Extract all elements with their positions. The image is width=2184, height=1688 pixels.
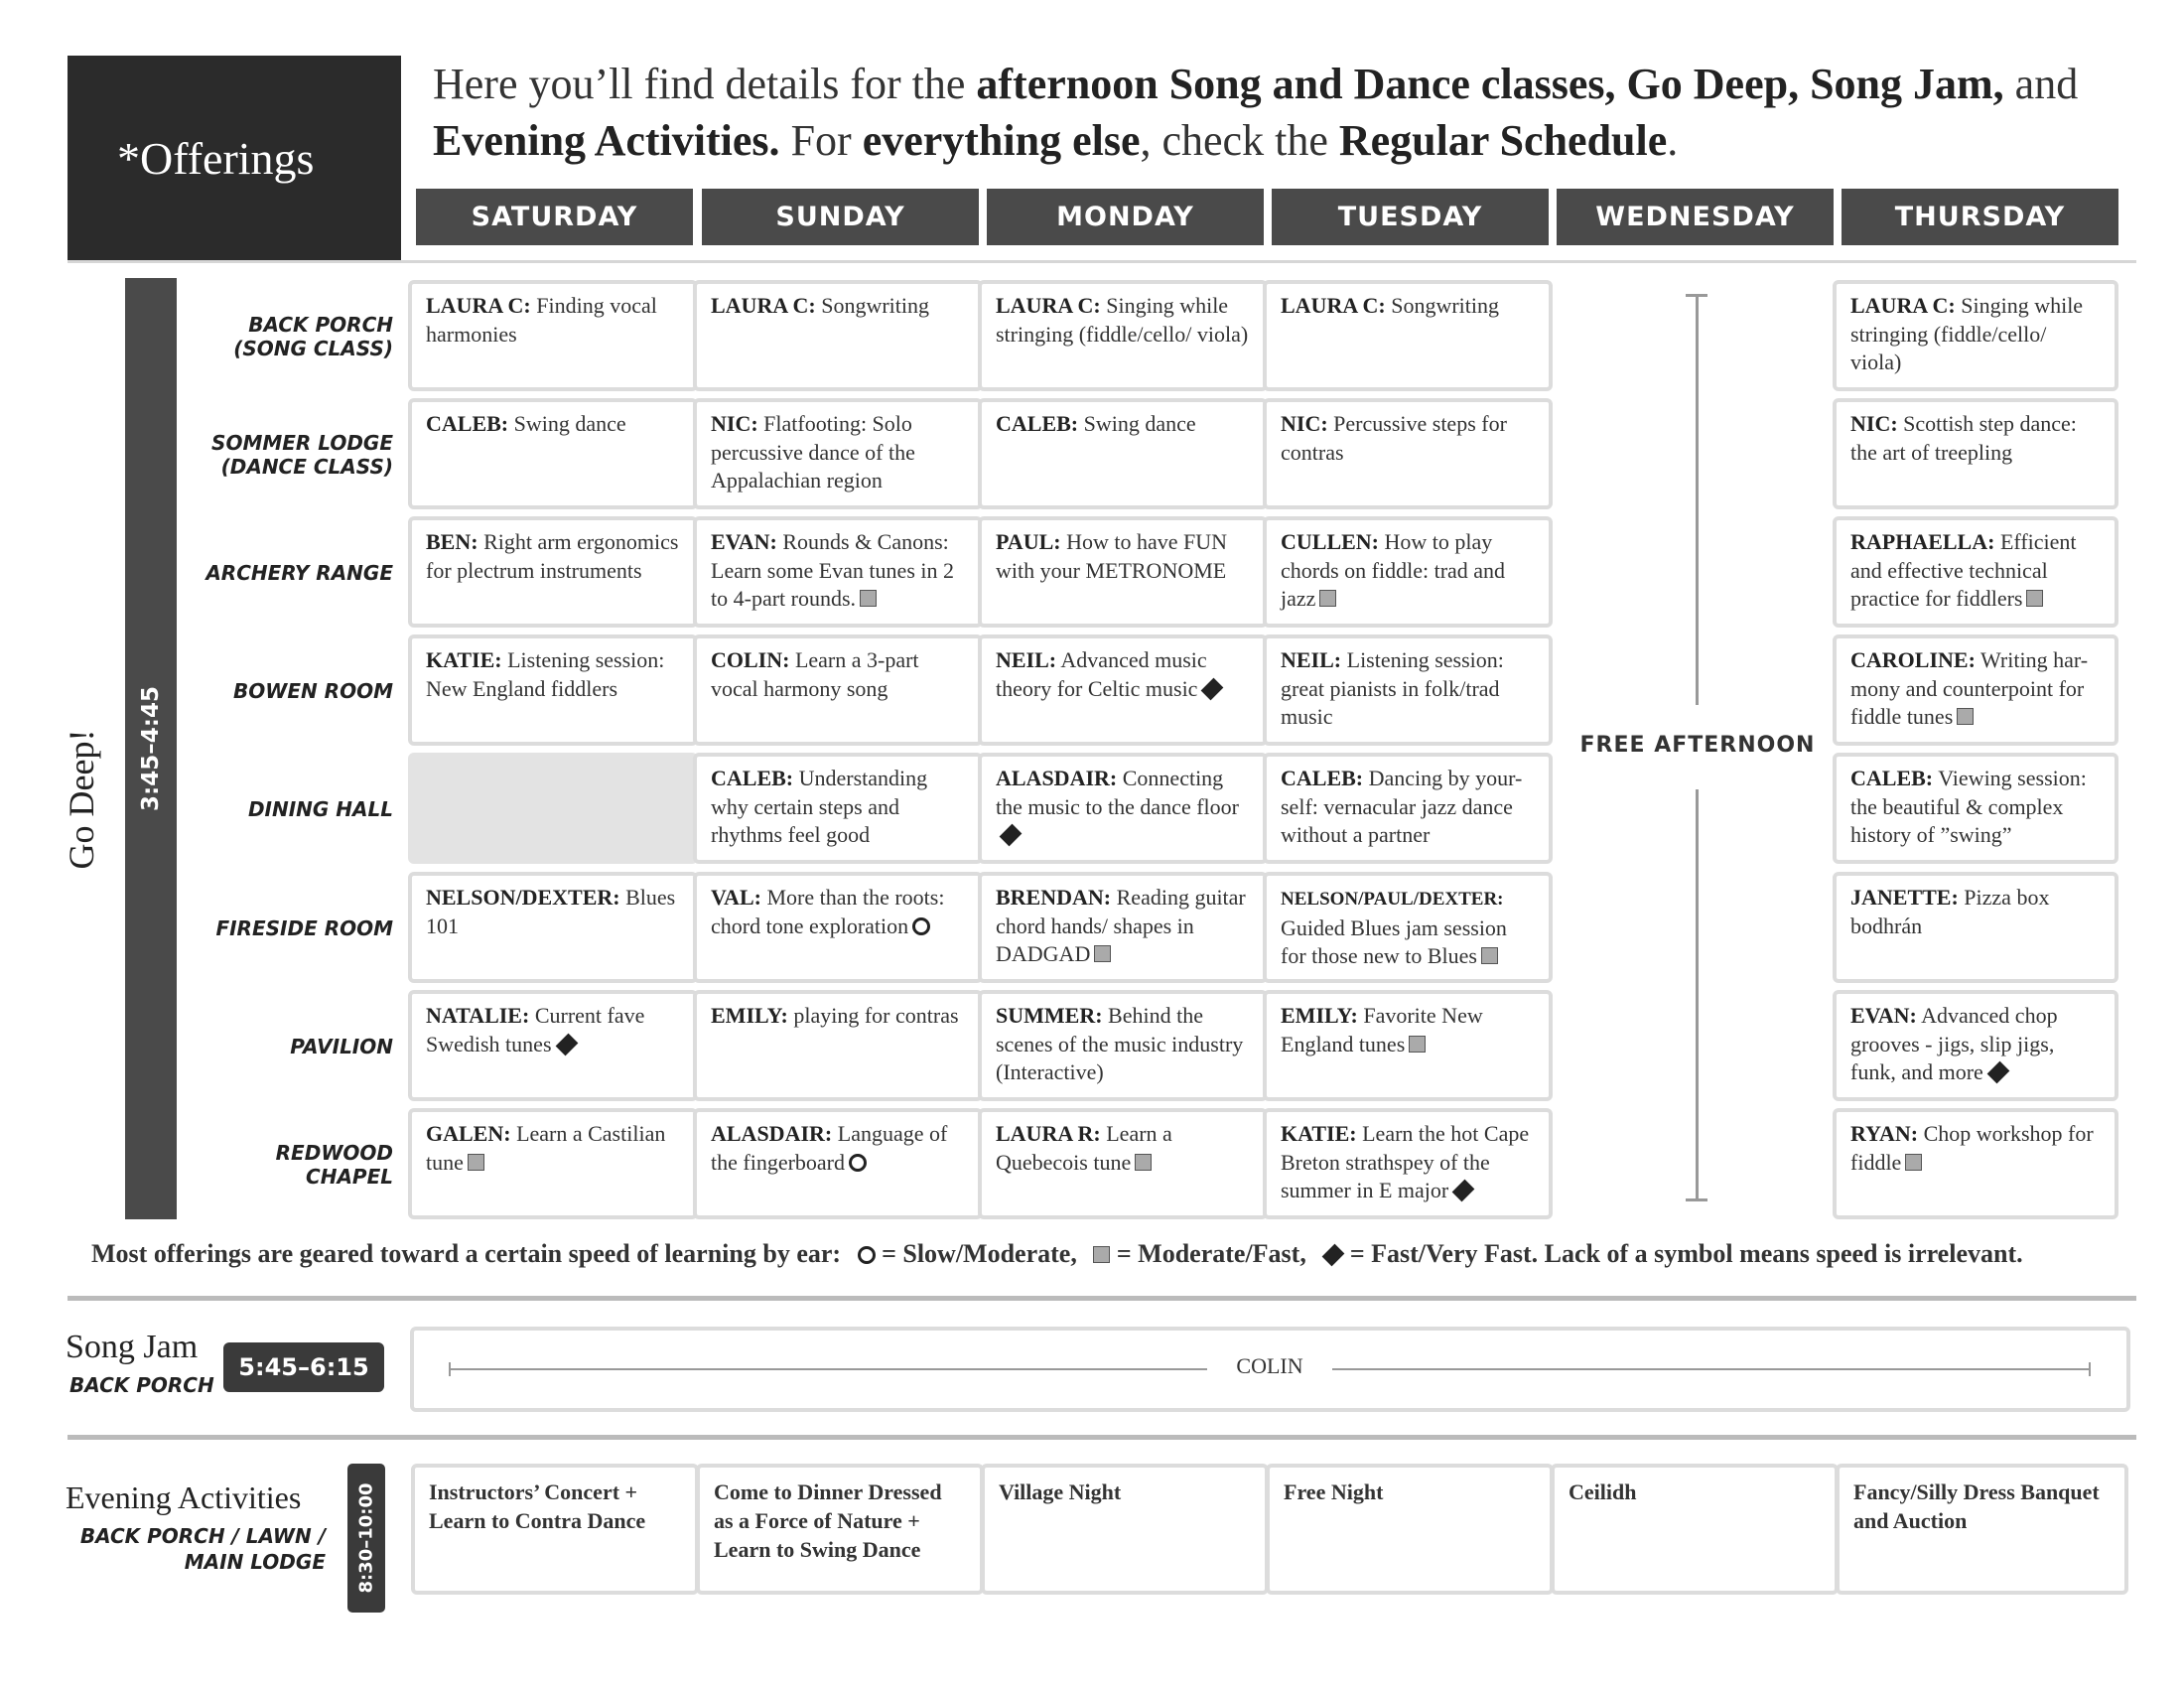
class-cell-thu-4 [1833,753,2118,864]
class-title: Guided Blues jam session for those new to Blues [1281,914,1507,968]
class-cell-sun-3 [693,634,983,746]
instructor-name: CULLEN: [1281,529,1380,554]
offerings-title: *Offerings [117,132,315,184]
class-cell-mon-0 [978,280,1268,391]
class-title: Flatfooting: Solo percussive dance of the Appalachian region [711,411,915,492]
class-title: Learn the hot Cape Breton strathspey of the summer in E major [1281,1121,1530,1202]
offerings-title-box [68,56,401,260]
song-jam-leader: COLIN [1236,1353,1303,1378]
evening-item-monday: Village Night [981,1464,1269,1595]
song-jam-line-right [1332,1368,2091,1370]
class-title: playing for contras [793,1003,959,1028]
circle-icon [849,1154,867,1172]
instructor-name: SUMMER: [996,1003,1103,1028]
instructor-name: RAPHAELLA: [1850,529,1995,554]
instructor-name: LAURA C: [996,293,1101,318]
class-title: How to have FUN with your METRONOME [996,529,1228,583]
header-divider [68,260,2136,263]
class-title: More than the roots: chord tone exploration [711,885,945,938]
class-cell-sat-2 [408,516,698,628]
class-title: Dancing by your-self: vernacular jazz dance without a partner [1281,766,1523,847]
instructor-name: CALEB: [1850,766,1934,790]
room-bowen-room: BOWEN ROOM [233,679,393,703]
room-fireside-room: FIRESIDE ROOM [215,916,393,940]
class-cell-sun-6 [693,990,983,1101]
intro-text [433,56,2120,169]
evening-item-sunday: Come to Dinner Dressed as a Force of Nature + Learn to Swing Dance [696,1464,984,1595]
class-title: Efficient and effective technical practice for fiddlers [1850,529,2077,611]
instructor-name: BEN: [426,529,478,554]
square-icon [1905,1154,1922,1171]
evening-location: BACK PORCH / LAWN / MAIN LODGE [79,1524,326,1574]
class-cell-tue-5 [1263,872,1553,983]
diamond-icon [1452,1180,1475,1202]
class-title: Listening session: great pianists in folk/trad music [1281,647,1504,729]
class-cell-sun-7 [693,1108,983,1219]
class-cell-sun-5 [693,872,983,983]
instructor-name: BRENDAN: [996,885,1112,910]
song-jam-time: 5:45–6:15 [223,1342,384,1392]
room-dining-hall: DINING HALL [247,797,393,821]
square-icon [1319,590,1336,607]
instructor-name: NEIL: [1281,647,1342,672]
free-afternoon-cap-bottom [1686,1198,1707,1201]
instructor-name: LAURA C: [1850,293,1956,318]
square-icon [1957,708,1974,725]
instructor-name: RYAN: [1850,1121,1919,1146]
class-title: Understanding why certain steps and rhythms feel good [711,766,928,847]
room-sommer-lodge: SOMMER LODGE (DANCE CLASS) [211,431,393,479]
class-title: Scottish step dance: the art of treepling [1850,411,2077,465]
class-cell-sat-1 [408,398,698,509]
class-title: Current fave Swedish tunes [426,1003,645,1056]
class-title: Writing har-mony and counterpoint for fiddle tunes [1850,647,2089,729]
instructor-name: NEIL: [996,647,1057,672]
room-back-porch: BACK PORCH (SONG CLASS) [233,313,393,360]
class-cell-sat-5 [408,872,698,983]
instructor-name: JANETTE: [1850,885,1959,910]
class-cell-mon-2 [978,516,1268,628]
legend-moderate: = Moderate/Fast, [1116,1239,1306,1268]
day-header-tuesday: TUESDAY [1272,189,1549,245]
song-jam-cap-right [2089,1362,2091,1376]
square-icon [2026,590,2043,607]
room-redwood-chapel: REDWOOD CHAPEL [275,1141,393,1189]
class-title: Right arm ergonomics for plectrum instruments [426,529,679,583]
evening-time: 8:30–10:00 [355,1482,377,1594]
class-title: Connecting the music to the dance floor [996,766,1239,819]
class-cell-sun-1 [693,398,983,509]
class-title: Songwriting [821,293,930,318]
song-jam-location: BACK PORCH [69,1373,214,1397]
class-title: Singing while stringing (fiddle/cello/ viola) [1850,293,2084,374]
class-title: Learn a Quebecois tune [996,1121,1172,1175]
diamond-icon [1322,1244,1345,1267]
instructor-name: LAURA R: [996,1121,1101,1146]
class-title: Swing dance [513,411,626,436]
class-title: Blues 101 [426,885,676,938]
evening-time-bar [347,1464,385,1613]
speed-legend [91,1239,2023,1269]
evening-item-thursday: Fancy/Silly Dress Banquet and Auction [1836,1464,2128,1595]
intro-bold: everything else [862,116,1141,165]
class-cell-thu-2 [1833,516,2118,628]
class-title: Pizza box bodhrán [1850,885,2050,938]
day-header-thursday: THURSDAY [1842,189,2118,245]
instructor-name: VAL: [711,885,761,910]
song-jam-line-left [449,1368,1207,1370]
square-icon [1094,945,1111,962]
section-divider [68,1296,2136,1301]
day-header-monday: MONDAY [987,189,1264,245]
class-title: Language of the fingerboard [711,1121,948,1175]
instructor-name: EMILY: [1281,1003,1358,1028]
class-cell-mon-4 [978,753,1268,864]
class-cell-thu-6 [1833,990,2118,1101]
square-icon [1409,1036,1426,1053]
class-title: Favorite New England tunes [1281,1003,1483,1056]
square-icon [468,1154,484,1171]
intro-part: Here you’ll find details for the [433,60,977,108]
instructor-name: LAURA C: [711,293,816,318]
class-cell-mon-3 [978,634,1268,746]
class-title: Behind the scenes of the music industry (Interactive) [996,1003,1244,1084]
instructor-name: PAUL: [996,529,1061,554]
class-cell-thu-1 [1833,398,2118,509]
class-cell-tue-1 [1263,398,1553,509]
class-cell-sun-4 [693,753,983,864]
class-title: Listening session: New England fiddlers [426,647,665,701]
diamond-icon [1000,824,1023,847]
diamond-icon [1201,677,1224,700]
instructor-name: NATALIE: [426,1003,530,1028]
instructor-name: GALEN: [426,1121,511,1146]
instructor-name: KATIE: [1281,1121,1357,1146]
circle-icon [912,917,930,935]
intro-part: and [2003,60,2079,108]
evening-item-tuesday: Free Night [1266,1464,1554,1595]
class-title: Advanced music theory for Celtic music [996,647,1207,701]
intro-bold: Regular Schedule [1338,116,1668,165]
free-afternoon-line-top [1696,294,1699,705]
class-cell-tue-2 [1263,516,1553,628]
class-title: Chop workshop for fiddle [1850,1121,2094,1175]
instructor-name: CAROLINE: [1850,647,1976,672]
instructor-name: NIC: [711,411,758,436]
class-cell-sat-7 [408,1108,698,1219]
legend-fast: = Fast/Very Fast. Lack of a symbol means speed is irrelevant. [1349,1239,2023,1268]
free-afternoon-label: FREE AFTERNOON [1579,733,1816,758]
evening-item-wednesday: Ceilidh [1551,1464,1839,1595]
class-cell-thu-3 [1833,634,2118,746]
class-cell-tue-7 [1263,1108,1553,1219]
instructor-name: COLIN: [711,647,790,672]
instructor-name: NIC: [1850,411,1898,436]
class-title: Learn a 3-part vocal harmony song [711,647,919,701]
class-cell-sun-0 [693,280,983,391]
room-pavilion: PAVILION [290,1035,393,1058]
class-cell-thu-5 [1833,872,2118,983]
class-cell-tue-0 [1263,280,1553,391]
instructor-name: ALASDAIR: [996,766,1118,790]
class-title: Reading guitar chord hands/ shapes in DADGAD [996,885,1246,966]
intro-bold: afternoon Song and Dance classes, Go Deep, Song Jam, [976,60,2004,108]
square-icon [1481,947,1498,964]
class-title: Percussive steps for contras [1281,411,1507,465]
class-cell-mon-5 [978,872,1268,983]
instructor-name: NIC: [1281,411,1328,436]
instructor-name: EVAN: [1850,1003,1917,1028]
legend-slow: = Slow/Moderate, [882,1239,1077,1268]
class-cell-tue-3 [1263,634,1553,746]
square-icon [1093,1246,1110,1263]
instructor-name: CALEB: [996,411,1079,436]
class-cell-thu-7 [1833,1108,2118,1219]
class-cell-sat-6 [408,990,698,1101]
instructor-name: NELSON/PAUL/DEXTER: [1281,889,1504,910]
class-title: How to play chords on fiddle: trad and jazz [1281,529,1506,611]
instructor-name: LAURA C: [1281,293,1386,318]
intro-part: . [1667,116,1679,165]
instructor-name: NELSON/DEXTER: [426,885,620,910]
square-icon [1135,1154,1152,1171]
instructor-name: EVAN: [711,529,777,554]
room-archery-range: ARCHERY RANGE [205,561,393,585]
evening-item-saturday: Instructors’ Concert + Learn to Contra Dance [411,1464,699,1595]
song-jam-title: Song Jam [66,1329,199,1365]
instructor-name: LAURA C: [426,293,531,318]
go-deep-time: 3:45–4:45 [138,686,164,811]
evening-title: Evening Activities [66,1479,302,1515]
instructor-name: CALEB: [1281,766,1364,790]
intro-part: For [779,116,863,165]
day-header-saturday: SATURDAY [416,189,693,245]
free-afternoon-line-bottom [1696,789,1699,1198]
go-deep-time-bar [125,278,177,1219]
class-cell-mon-6 [978,990,1268,1101]
class-cell-tue-4 [1263,753,1553,864]
instructor-name: KATIE: [426,647,502,672]
class-cell-sat-0 [408,280,698,391]
class-title: Finding vocal harmonies [426,293,657,347]
intro-bold: Evening Activities. [433,116,780,165]
class-title: Learn a Castilian tune [426,1121,666,1175]
instructor-name: CALEB: [711,766,794,790]
class-cell-mon-1 [978,398,1268,509]
day-header-wednesday: WEDNESDAY [1557,189,1834,245]
class-cell-tue-6 [1263,990,1553,1101]
square-icon [860,590,877,607]
class-cell-sat-4 [408,753,698,864]
class-title: Swing dance [1083,411,1196,436]
class-title: Songwriting [1391,293,1500,318]
class-cell-mon-7 [978,1108,1268,1219]
class-title: Rounds & Canons: Learn some Evan tunes in 2 to 4-part rounds. [711,529,954,611]
diamond-icon [555,1033,578,1055]
circle-icon [858,1246,876,1264]
class-title: Viewing session: the beautiful & complex history of ”swing” [1850,766,2087,847]
class-cell-sat-3 [408,634,698,746]
intro-part: , check the [1140,116,1339,165]
go-deep-label: Go Deep! [62,729,101,870]
instructor-name: CALEB: [426,411,509,436]
class-title: Advanced chop grooves - jigs, slip jigs, funk, and more [1850,1003,2058,1084]
section-divider [68,1435,2136,1440]
class-cell-sun-2 [693,516,983,628]
class-cell-thu-0 [1833,280,2118,391]
day-header-sunday: SUNDAY [702,189,979,245]
legend-lead: Most offerings are geared toward a certain speed of learning by ear: [91,1239,842,1268]
instructor-name: EMILY: [711,1003,788,1028]
instructor-name: ALASDAIR: [711,1121,833,1146]
class-title: Singing while stringing (fiddle/cello/ viola) [996,293,1249,347]
diamond-icon [1986,1061,2009,1084]
